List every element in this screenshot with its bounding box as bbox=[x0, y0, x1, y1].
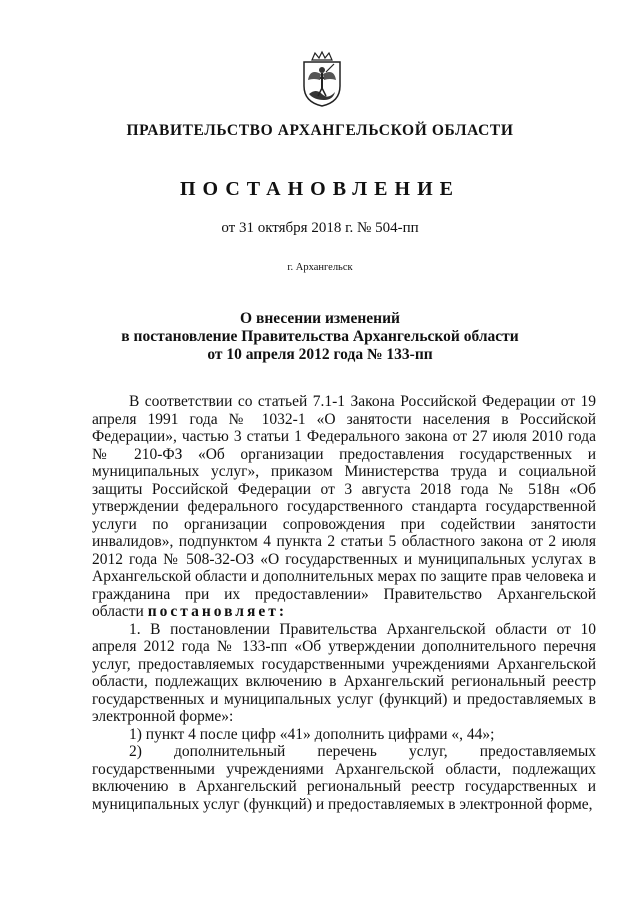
body-paragraph-subitem-1: 1) пункт 4 после цифр «41» дополнить цифрами «, 44»; bbox=[129, 725, 495, 743]
preamble-text: В соответствии со статьей 7.1-1 Закона Российской Федерации от 19 апреля 1991 года № 1032-1 «О занятости населения в Российской Федерации», частью 3 статьи 1 Федерального закона от 27 июля 2010 года № 210-ФЗ «Об организации предоставления государственных и муниципальных услуг», приказом Министерства труда и социальной защиты Российской Федерации от 3 августа 2018 года № 518н «Об утверждении федерального государственного стандарта государственной услуги по организации сопровождения при содействии занятости инвалидов», подпунктом 4 пункта 2 статьи 5 областного закона от 2 июля 2012 года № 508-32-ОЗ «О государственных и муниципальных услугах в Архангельской области и дополнительных мерах по защите прав человека и гражданина при их предоставлении» Правительство Архангельской области bbox=[92, 393, 596, 620]
subject-line-2: в постановление Правительства Архангельской области bbox=[121, 328, 519, 345]
body-paragraph-preamble bbox=[92, 393, 596, 621]
document-city: г. Архангельск bbox=[287, 262, 353, 273]
body-paragraph-subitem-2: 2) дополнительный перечень услуг, предоставляемых государственными учреждениями Архангельской области, подлежащих включению в Архангельский региональный реестр государственных и муниципальных услуг (функций) и предоставляемых в электронной форме, bbox=[92, 743, 596, 813]
subject-line-1: О внесении изменений bbox=[240, 310, 400, 327]
document-type: ПОСТАНОВЛЕНИЕ bbox=[180, 178, 460, 200]
resolves-word: постановляет: bbox=[147, 603, 288, 620]
subject-line-3: от 10 апреля 2012 года № 133-пп bbox=[207, 346, 433, 363]
coat-of-arms-icon bbox=[300, 50, 344, 108]
document-subject bbox=[0, 310, 640, 364]
document-body bbox=[92, 393, 596, 813]
body-paragraph-item-1: 1. В постановлении Правительства Архангельской области от 10 апреля 2012 года № 133-пп «Об утверждении дополнительного перечня услуг, предоставляемых государственными учреждениями Архангельской области, подлежащих включению в Архангельский региональный реестр государственных и муниципальных услуг (функций) и предоставляемых в электронной форме»: bbox=[92, 620, 596, 725]
document-date-number: от 31 октября 2018 г. № 504-пп bbox=[221, 220, 419, 236]
organization-title: ПРАВИТЕЛЬСТВО АРХАНГЕЛЬСКОЙ ОБЛАСТИ bbox=[126, 122, 514, 139]
